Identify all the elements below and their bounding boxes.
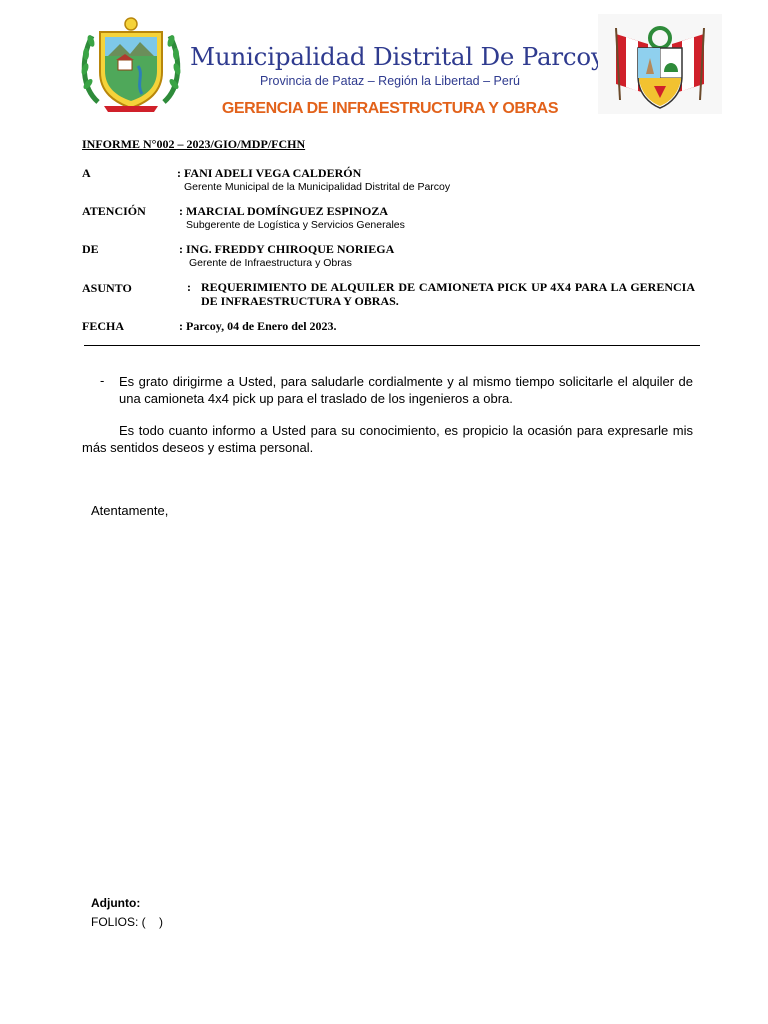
- subject-label: ASUNTO: [82, 281, 132, 295]
- department-title: GERENCIA DE INFRAESTRUCTURA Y OBRAS: [221, 100, 559, 117]
- sender-name: : ING. FREDDY CHIROQUE NORIEGA: [179, 242, 395, 256]
- municipal-crest-logo: [78, 14, 184, 114]
- date-value: : Parcoy, 04 de Enero del 2023.: [179, 319, 337, 333]
- recipient-name: : FANI ADELI VEGA CALDERÓN: [177, 166, 362, 180]
- recipient-label: A: [82, 166, 91, 180]
- body-paragraph-closing: Es todo cuanto informo a Usted para su conocimiento, es propicio la ocasión para expresarle mis más sentidos deseos y estima personal.: [82, 423, 693, 455]
- header-divider: [84, 345, 700, 346]
- body-paragraph-request: Es grato dirigirme a Usted, para saludarle cordialmente y al mismo tiempo solicitarle el alquiler de una camioneta 4x4 pick up para el traslado de los ingenieros a obra.: [119, 374, 693, 406]
- attention-position: Subgerente de Logística y Servicios Generales: [186, 219, 405, 231]
- attention-name: : MARCIAL DOMÍNGUEZ ESPINOZA: [179, 204, 389, 218]
- province-line: Provincia de Pataz – Región la Libertad – Perú: [260, 74, 520, 88]
- sender-label: DE: [82, 242, 99, 256]
- municipality-name: Municipalidad Distrital De Parcoy: [190, 42, 605, 71]
- recipient-position: Gerente Municipal de la Municipalidad Distrital de Parcoy: [184, 181, 451, 193]
- national-coat-of-arms-logo: [598, 14, 722, 114]
- attention-label: ATENCIÓN: [82, 204, 146, 218]
- sender-position: Gerente de Infraestructura y Obras: [189, 257, 352, 269]
- subject-colon: :: [187, 280, 191, 294]
- date-label: FECHA: [82, 319, 124, 333]
- subject-text: REQUERIMIENTO DE ALQUILER DE CAMIONETA PICK UP 4X4 PARA LA GERENCIA DE INFRAESTRUCTURA Y OBRAS.: [201, 280, 695, 308]
- folios-count: FOLIOS: ( ): [91, 915, 164, 929]
- bullet-dash: -: [100, 373, 105, 388]
- closing-salutation: Atentamente,: [91, 503, 169, 518]
- report-number: INFORME N°002 – 2023/GIO/MDP/FCHN: [82, 137, 306, 151]
- attachment-label: Adjunto:: [91, 896, 141, 910]
